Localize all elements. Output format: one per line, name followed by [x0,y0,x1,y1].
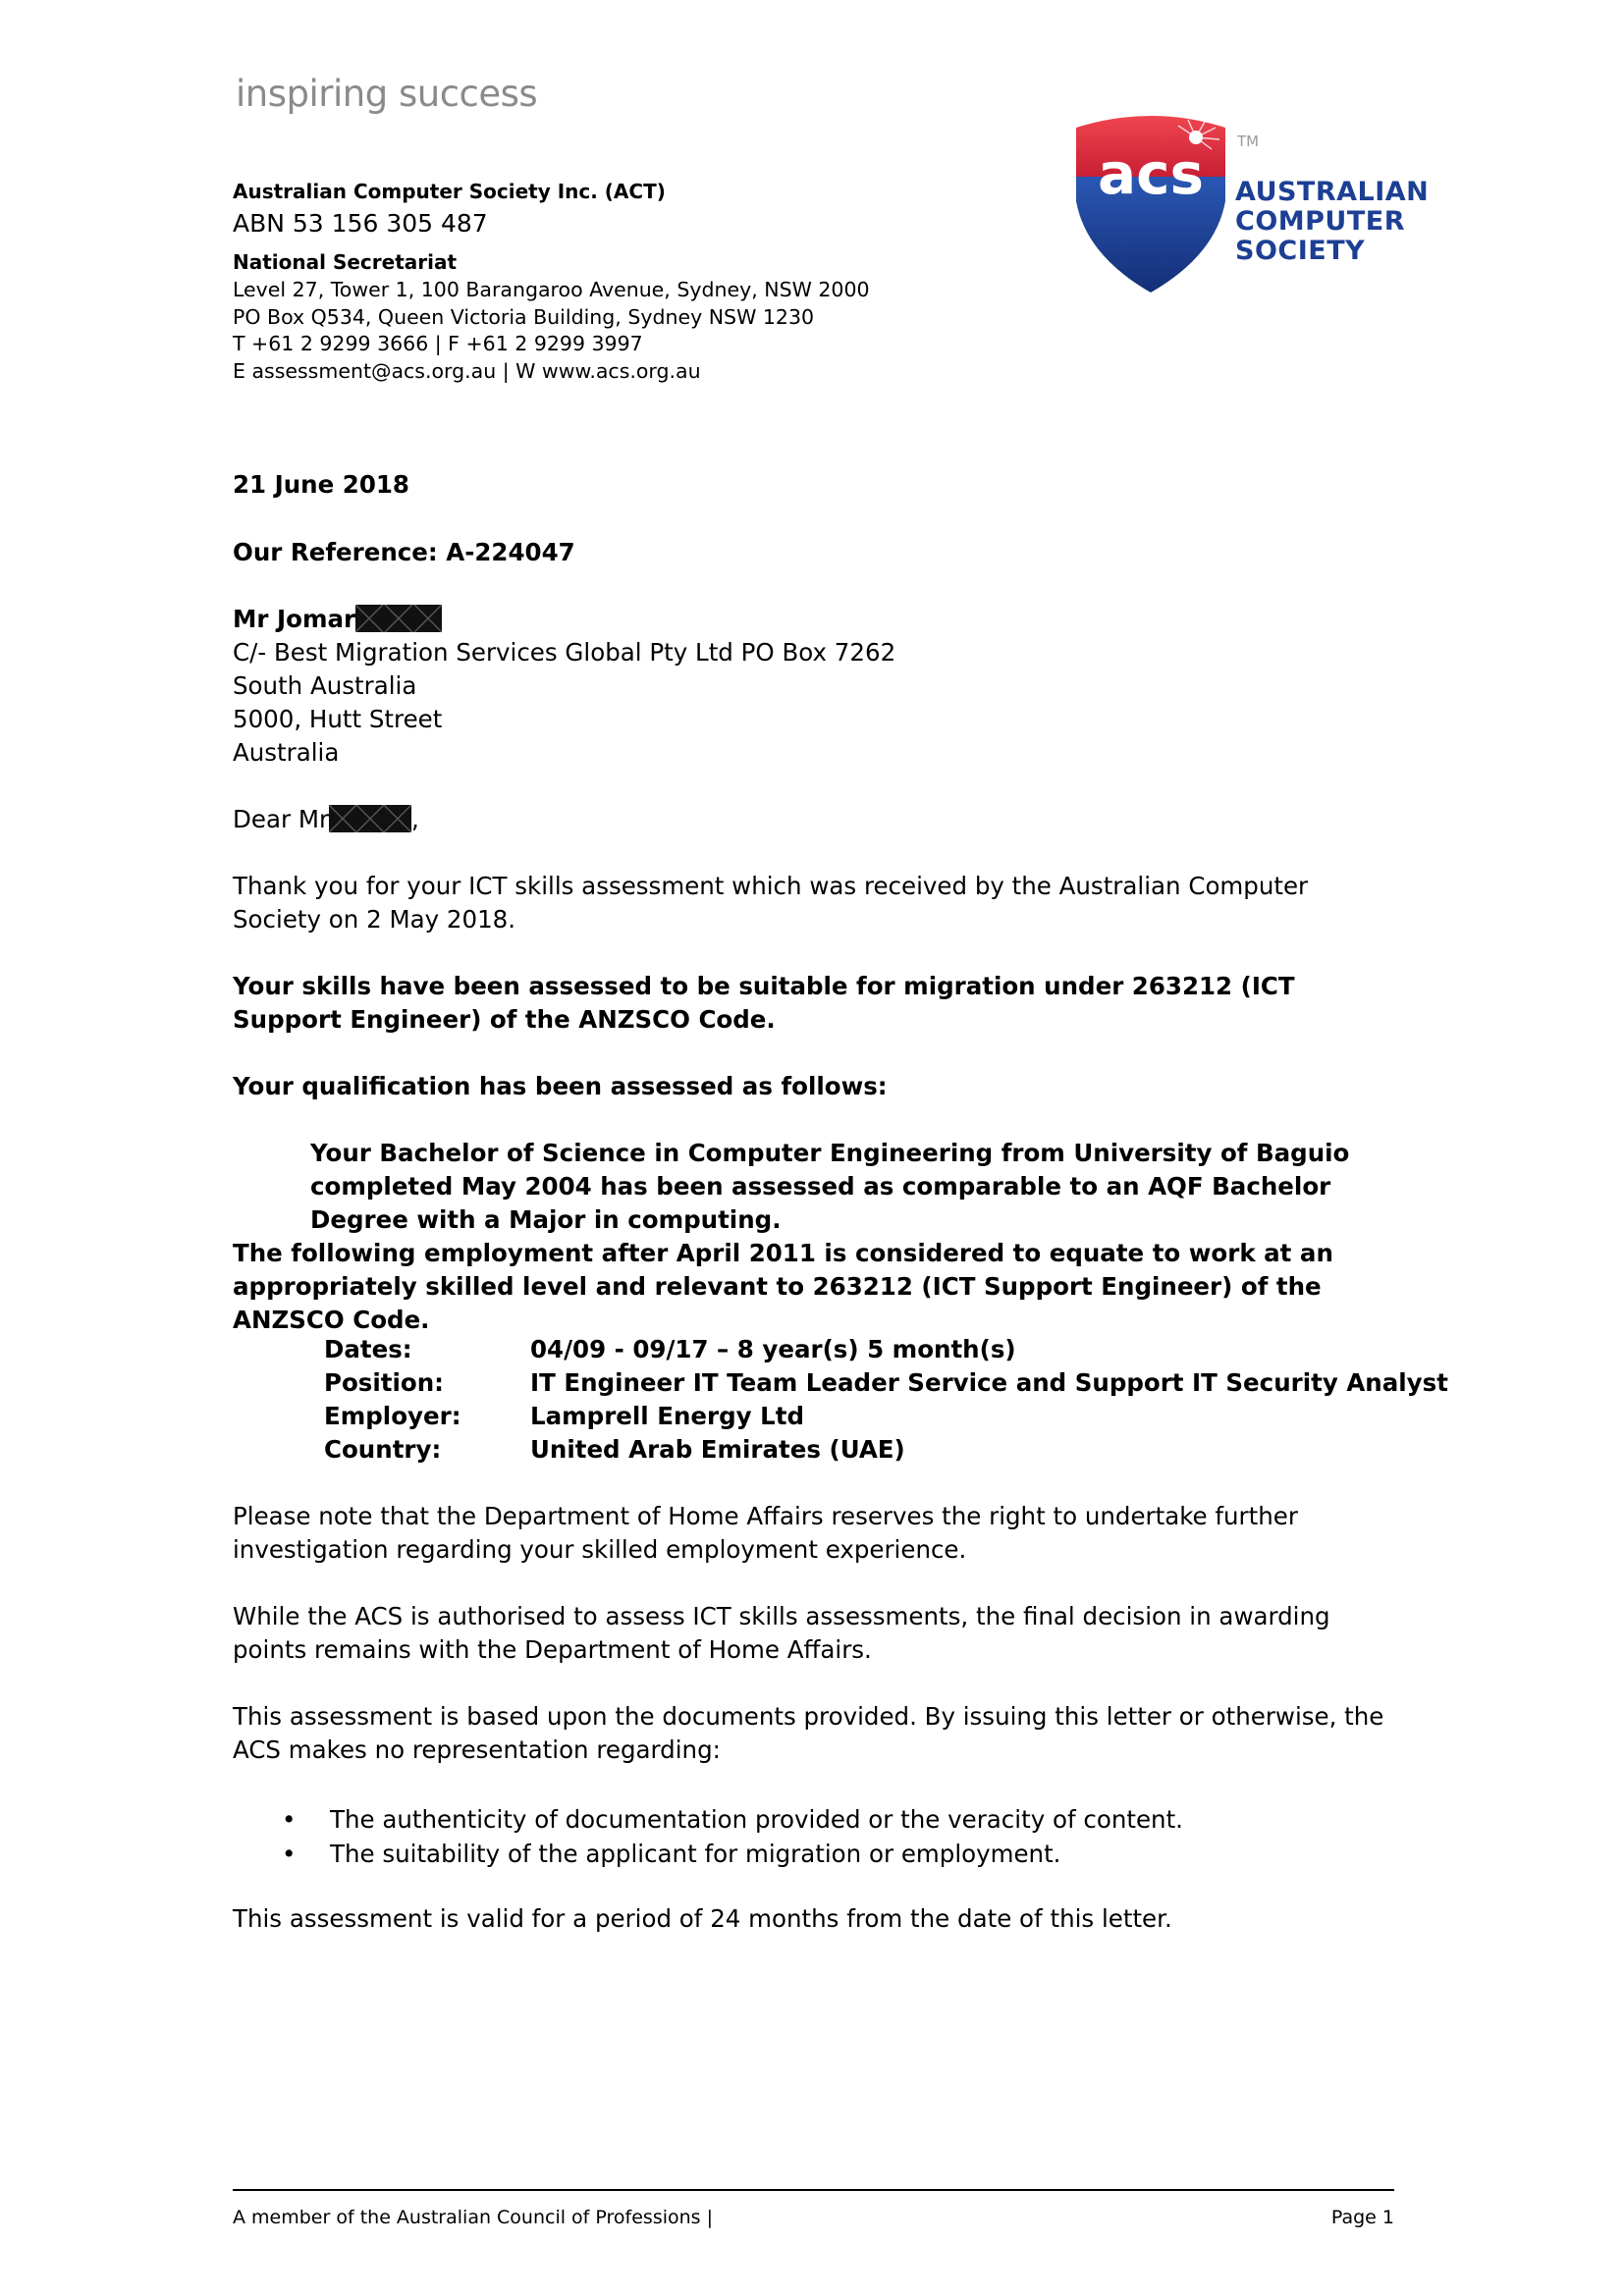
acs-logo [1068,108,1430,294]
redaction-mark [355,605,442,632]
logo-mark: acs [1097,140,1205,207]
tagline: inspiring success [236,73,538,115]
qualification-detail: Your Bachelor of Science in Computer Engineering from University of Baguio completed May 2004 has been assessed as comparable to an AQF Bachelor Degree with a Major in computing. [310,1139,1350,1234]
employment-row [324,1433,1448,1467]
salutation [233,803,1401,836]
acs-shield-icon [1068,108,1235,294]
recipient-block [233,603,1401,770]
note-paragraph-3: This assessment is based upon the documents provided. By issuing this letter or otherwise, the ACS makes no representation regarding: [233,1702,1384,1764]
qualification-heading: Your qualification has been assessed as follows: [233,1072,888,1100]
validity-paragraph: This assessment is valid for a period of 24 months from the date of this letter. [233,1904,1172,1933]
employment-label: Employer: [324,1402,461,1430]
org-phone: T +61 2 9299 3666 | F +61 2 9299 3997 [233,332,643,355]
org-name: Australian Computer Society Inc. (ACT) [233,180,666,203]
letter-date: 21 June 2018 [233,470,409,499]
org-email-web: E assessment@acs.org.au | W www.acs.org.au [233,358,701,383]
employment-label: Dates: [324,1335,412,1363]
reference: Our Reference: A-224047 [233,538,575,566]
logo-word-2: COMPUTER [1235,206,1406,237]
bullet-text: The authenticity of documentation provided or the veracity of content. [330,1805,1183,1834]
employment-label: Country: [324,1435,442,1464]
intro-paragraph: Thank you for your ICT skills assessment which was received by the Australian Computer Society on 2 May 2018. [233,872,1309,934]
org-address-line-2: PO Box Q534, Queen Victoria Building, Sydney NSW 1230 [233,304,815,329]
employment-value: Lamprell Energy Ltd [530,1402,805,1430]
recipient-address-line-4: Australia [233,738,340,767]
employment-details [324,1333,1448,1467]
employment-value: 04/09 - 09/17 – 8 year(s) 5 month(s) [530,1335,1016,1363]
logo-word-3: SOCIETY [1235,236,1366,266]
recipient-address-line-3: 5000, Hutt Street [233,705,443,733]
organisation-details [233,177,870,385]
recipient-name: Mr Jomar [233,605,356,633]
recipient-address-line-1: C/- Best Migration Services Global Pty Ltd PO Box 7262 [233,638,896,667]
note-paragraph-2: While the ACS is authorised to assess ICT skills assessments, the final decision in awarding points remains with the Department of Home Affairs. [233,1602,1330,1664]
employment-row [324,1400,1448,1433]
trademark: TM [1237,133,1260,150]
redaction-mark [329,805,411,832]
bullet-icon: • [282,1840,297,1868]
page-number: Page 1 [1330,2207,1394,2228]
note-paragraph-1: Please note that the Department of Home Affairs reserves the right to undertake further investigation regarding your skilled employment experience. [233,1502,1298,1564]
logo-word-1: AUSTRALIAN [1235,177,1430,207]
org-department: National Secretariat [233,250,458,274]
bullet-icon: • [282,1805,297,1834]
employment-label: Position: [324,1368,444,1397]
employment-row [324,1366,1448,1400]
employment-row [324,1333,1448,1366]
outcome-paragraph: Your skills have been assessed to be suitable for migration under 263212 (ICT Support Engineer) of the ANZSCO Code. [233,972,1295,1034]
salutation-comma: , [411,805,419,833]
employment-value: United Arab Emirates (UAE) [530,1435,905,1464]
bullet-list [233,1802,1183,1871]
employment-value: IT Engineer IT Team Leader Service and Support IT Security Analyst [530,1368,1448,1397]
list-item [233,1837,1183,1871]
org-abn: ABN 53 156 305 487 [233,209,488,238]
list-item [233,1802,1183,1837]
bullet-text: The suitability of the applicant for migration or employment. [330,1840,1061,1868]
salutation-text: Dear Mr [233,805,330,833]
employment-heading: The following employment after April 2011 is considered to equate to work at an appropriately skilled level and relevant to 263212 (ICT Support Engineer) of the ANZSCO Code. [233,1239,1333,1334]
recipient-address-line-2: South Australia [233,671,417,700]
footer-divider [233,2189,1394,2191]
org-address-line-1: Level 27, Tower 1, 100 Barangaroo Avenue, Sydney, NSW 2000 [233,278,870,301]
footer-text: A member of the Australian Council of Professions | [233,2207,714,2228]
